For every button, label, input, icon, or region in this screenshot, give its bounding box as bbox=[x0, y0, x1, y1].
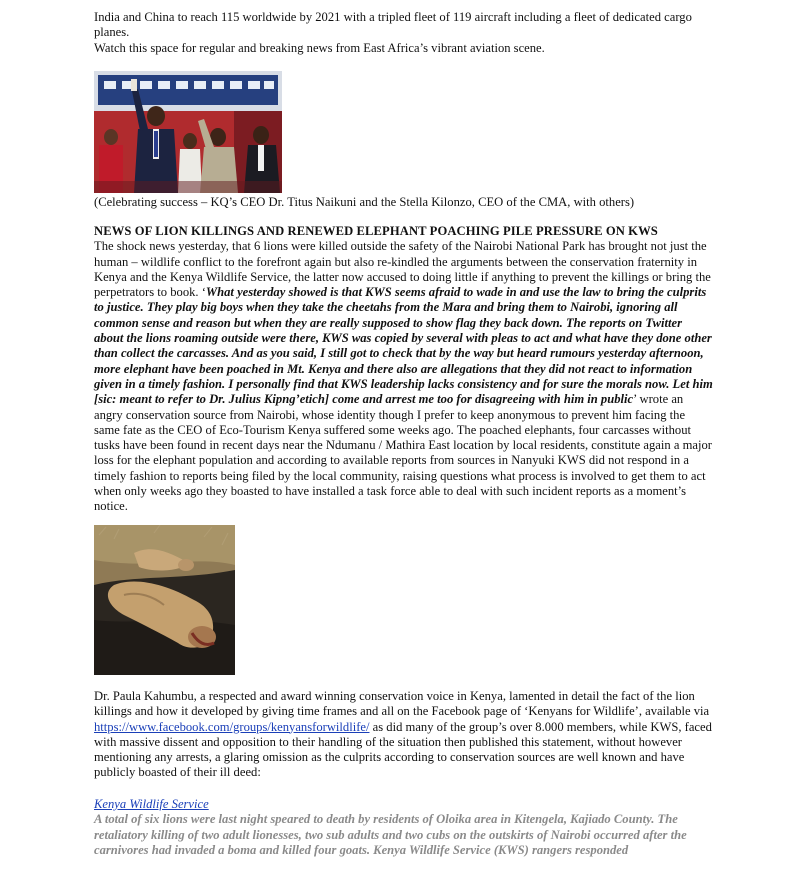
kahumbu-text bbox=[94, 689, 714, 781]
photo-caption: (Celebrating success – KQ’s CEO Dr. Titus Naikuni and the Stella Kilonzo, CEO of the CMA, with others) bbox=[94, 195, 635, 209]
intro-line-2: Watch this space for regular and breaking news from East Africa’s vibrant aviation scene. bbox=[94, 40, 545, 55]
celebration-photo-illustration bbox=[94, 71, 282, 193]
article-headline: NEWS OF LION KILLINGS AND RENEWED ELEPHANT POACHING PILE PRESSURE ON KWS bbox=[94, 224, 658, 238]
kws-statement bbox=[94, 797, 714, 858]
article-quote: What yesterday showed is that KWS seems afraid to wade in and use the law to bring the culprits to justice. They play big boys when they take the cheetahs from the Mara and bring them to Nairobi, ignoring all common sense and reason but when they are really supposed to show flag they back down. The reports on Twitter about the lions roaming outside were there, KWS was copied by several with pleas to act and what have they done other than collect the carcasses. And as you said, I still got to check that by the way but heard rumours yesterday afternoon, more elephant have been poached in Mt. Kenya and there also are allegations that they did not react to information given in a timely fashion. I personally find that KWS leadership lacks consistency and for sure the morals now. Let him [sic: meant to refer to Dr. Julius Kipng’etich] come and arrest me too for disagreeing with him in public bbox=[94, 285, 713, 407]
article-lead: The shock news yesterday, that 6 lions were killed outside the safety of the Nairobi National Park has brought not just the human – wildlife conflict to the forefront again but also re-kindled the arguments between the conservation fraternity in Kenya and the Kenya Wildlife Service, the latter now accused to doing little if anything to prevent the killings or bring the perpetrators to book. ‘ bbox=[94, 239, 711, 300]
celebration-photo bbox=[94, 71, 282, 193]
kahumbu-paragraph bbox=[94, 689, 714, 781]
article-body bbox=[94, 239, 714, 514]
article bbox=[94, 224, 714, 515]
lion-carcasses-photo bbox=[94, 525, 235, 675]
kahumbu-text-after: as did many of the group’s over 8.000 members, while KWS, faced with massive dissent and opposition to their handling of the situation then published this statement, without however mentioning any arrests, a glaring omission as the culprits according to conservation sources are well known and have publicly boasted of their ill deed: bbox=[94, 719, 712, 780]
facebook-group-link[interactable]: https://www.facebook.com/groups/kenyansforwildlife/ bbox=[94, 719, 370, 734]
kws-title-link[interactable]: Kenya Wildlife Service bbox=[94, 797, 209, 811]
intro-paragraph bbox=[94, 10, 714, 56]
kahumbu-text-before: Dr. Paula Kahumbu, a respected and award winning conservation voice in Kenya, lamented in detail the fact of the lion killings and how it developed by giving time frames and all on the Facebook page of ‘Kenyans for Wildlife’, available via bbox=[94, 689, 710, 719]
kws-statement-text: A total of six lions were last night speared to death by residents of Oloika area in Kitengela, Kajiado County. The retaliatory killing of two adult lionesses, two sub adults and two cubs on the outskirts of Nairobi occurred after the carnivores had invaded a boma and killed four goats. Kenya Wildlife Service (KWS) rangers responded bbox=[94, 812, 687, 857]
intro-line-1: India and China to reach 115 worldwide by 2021 with a tripled fleet of 119 aircraft including a fleet of dedicated cargo planes. bbox=[94, 10, 692, 40]
lion-carcasses-illustration bbox=[94, 525, 235, 675]
article-rest: ’ wrote an angry conservation source from Nairobi, whose identity though I prefer to keep anonymous to prevent him facing the same fate as the CEO of Eco-Tourism Kenya suffered some weeks ago. The poached elephants, four carcasses without tusks have been found in recent days near the Ndumanu / Mathira East location by local residents, constitute again a major loss for the elephant population and according to available reports from sources in Nanyuki KWS did not respond in a timely fashion to reports being filed by the local community, raising questions what process is involved to get them to act when only weeks ago they boasted to have installed a task force able to deal with such incident reports as a moment’s notice. bbox=[94, 392, 712, 514]
